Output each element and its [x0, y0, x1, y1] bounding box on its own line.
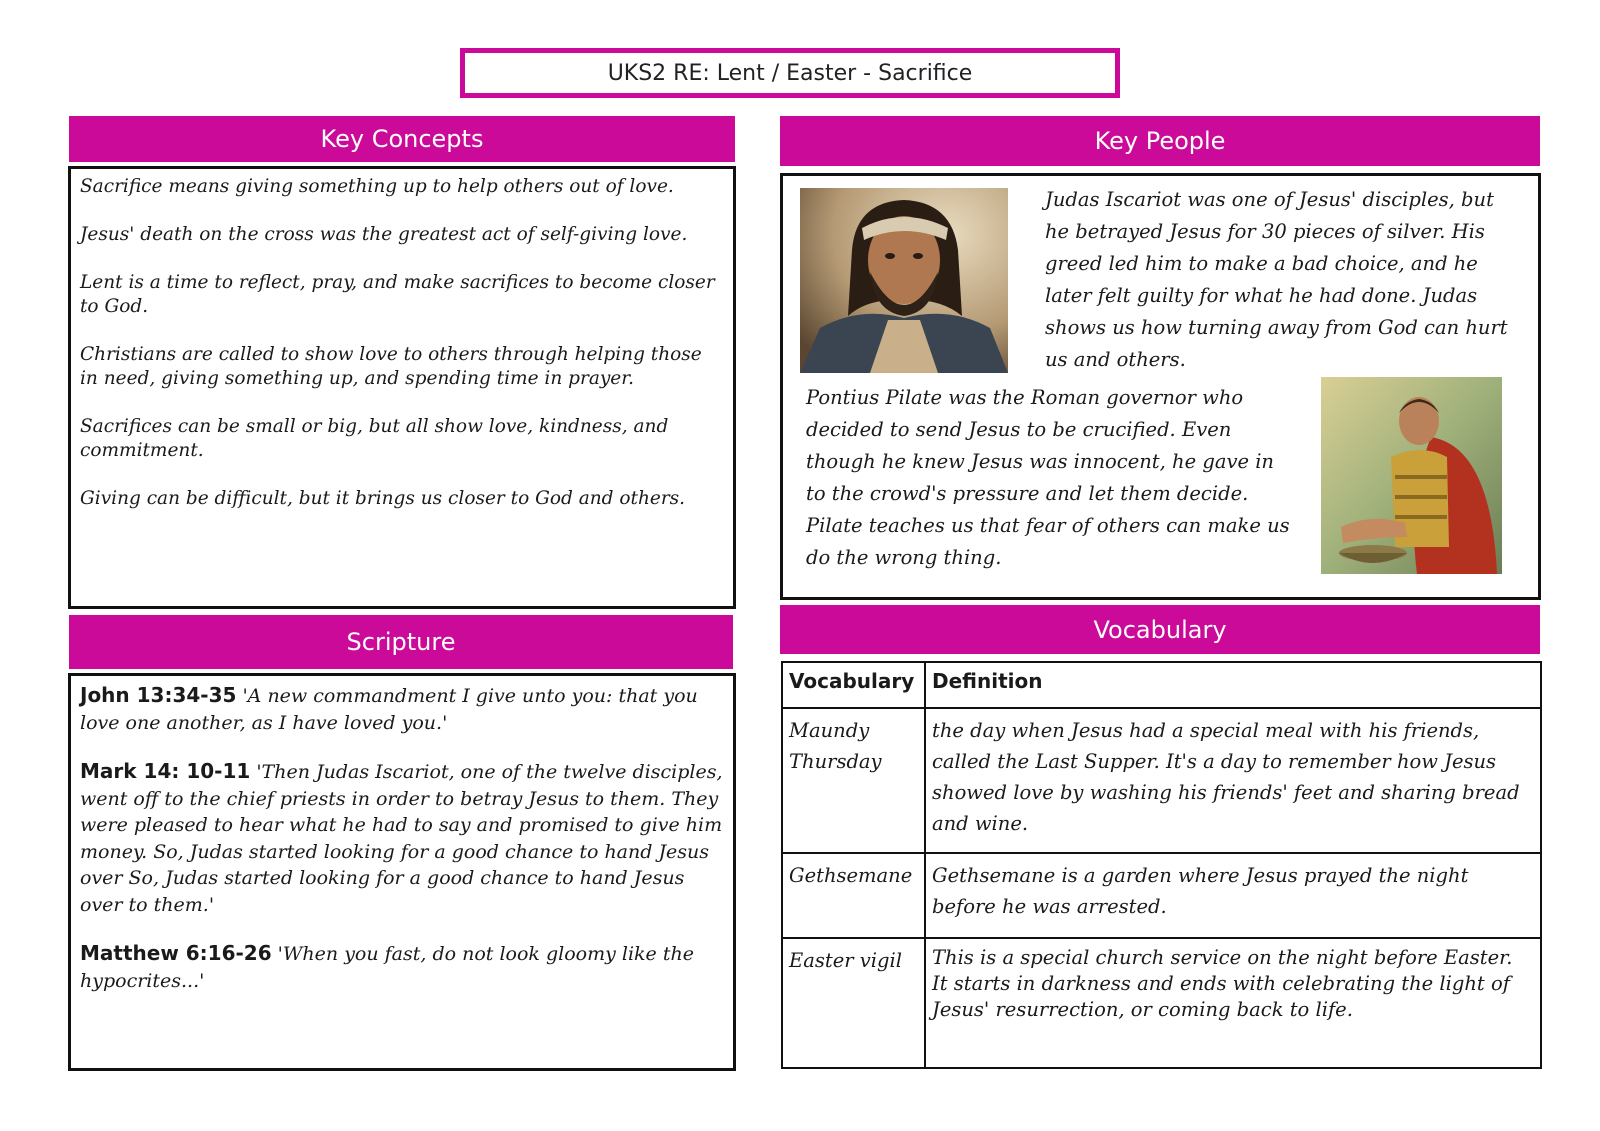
table-row	[782, 938, 1541, 1068]
scripture-header	[69, 615, 733, 669]
table-row	[782, 708, 1541, 853]
concept-item: Jesus' death on the cross was the greatest act of self-giving love.	[80, 224, 688, 245]
concept-item: Christians are called to show love to others through helping those in need, giving something up, and spending time in prayer.	[80, 344, 702, 389]
key-people-panel	[780, 173, 1541, 600]
concept-item: Lent is a time to reflect, pray, and make sacrifices to become closer to God.	[80, 272, 715, 317]
scripture-reference: Matthew 6:16-26	[80, 941, 272, 965]
scripture-quote: 'A new commandment I give unto you: that you love one another, as I have loved you.'	[80, 685, 698, 734]
concept-item: Sacrifice means giving something up to help others out of love.	[80, 176, 674, 197]
key-people-header-label: Key People	[1094, 127, 1226, 155]
vocabulary-term: Easter vigil	[782, 938, 925, 1068]
table-row	[782, 853, 1541, 938]
scripture-header-label: Scripture	[346, 628, 456, 656]
vocabulary-table	[781, 661, 1542, 1069]
pilate-portrait	[1321, 377, 1502, 574]
vocabulary-definition: the day when Jesus had a special meal with his friends, called the Last Supper. It's a day to remember how Jesus showed love by washing his friends' feet and sharing bread and wine.	[925, 708, 1541, 853]
scripture-reference: John 13:34-35	[80, 683, 237, 707]
concept-item: Sacrifices can be small or big, but all show love, kindness, and commitment.	[80, 416, 669, 461]
vocabulary-header	[780, 605, 1540, 654]
judas-portrait	[800, 188, 1008, 373]
scripture-reference: Mark 14: 10-11	[80, 759, 251, 783]
page-title-text: UKS2 RE: Lent / Easter - Sacrifice	[607, 60, 973, 86]
judas-description: Judas Iscariot was one of Jesus' disciples, but he betrayed Jesus for 30 pieces of silver. His greed led him to make a bad choice, and he later felt guilty for what he had done. Judas shows us how turning away from God can hurt us and others.	[1045, 188, 1508, 371]
definition-column-header: Definition	[925, 662, 1541, 708]
scripture-quote: 'When you fast, do not look gloomy like the hypocrites...'	[80, 943, 694, 992]
vocabulary-definition: This is a special church service on the night before Easter. It starts in darkness and ends with celebrating the light of Jesus' resurrection, or coming back to life.	[925, 938, 1541, 1068]
page-title	[460, 48, 1120, 98]
vocabulary-header-row	[782, 662, 1541, 708]
key-people-header	[780, 116, 1540, 166]
scripture-quote: 'Then Judas Iscariot, one of the twelve disciples, went off to the chief priests in order to betray Jesus to them. They were pleased to hear what he had to say and promised to give him money. So, Judas started looking for a good chance to hand Jesus over So, Judas started looking for a good chance to hand Jesus over to them.'	[80, 761, 723, 916]
vocabulary-definition: Gethsemane is a garden where Jesus prayed the night before he was arrested.	[925, 853, 1541, 938]
key-concepts-header	[69, 116, 735, 162]
key-concepts-panel	[68, 166, 736, 609]
scripture-entry	[80, 940, 725, 994]
vocabulary-term: Gethsemane	[782, 853, 925, 938]
vocabulary-column-header: Vocabulary	[782, 662, 925, 708]
key-concepts-header-label: Key Concepts	[320, 125, 484, 153]
scripture-panel	[68, 673, 736, 1071]
scripture-entry	[80, 758, 725, 918]
vocabulary-header-label: Vocabulary	[1093, 615, 1227, 644]
concept-item: Giving can be difficult, but it brings us closer to God and others.	[80, 488, 686, 509]
vocabulary-term: Maundy Thursday	[782, 708, 925, 853]
scripture-entry	[80, 682, 725, 736]
pilate-description: Pontius Pilate was the Roman governor who decided to send Jesus to be crucified. Even though he knew Jesus was innocent, he gave in to the crowd's pressure and let them decide. Pilate teaches us that fear of others can make us do the wrong thing.	[806, 386, 1290, 569]
